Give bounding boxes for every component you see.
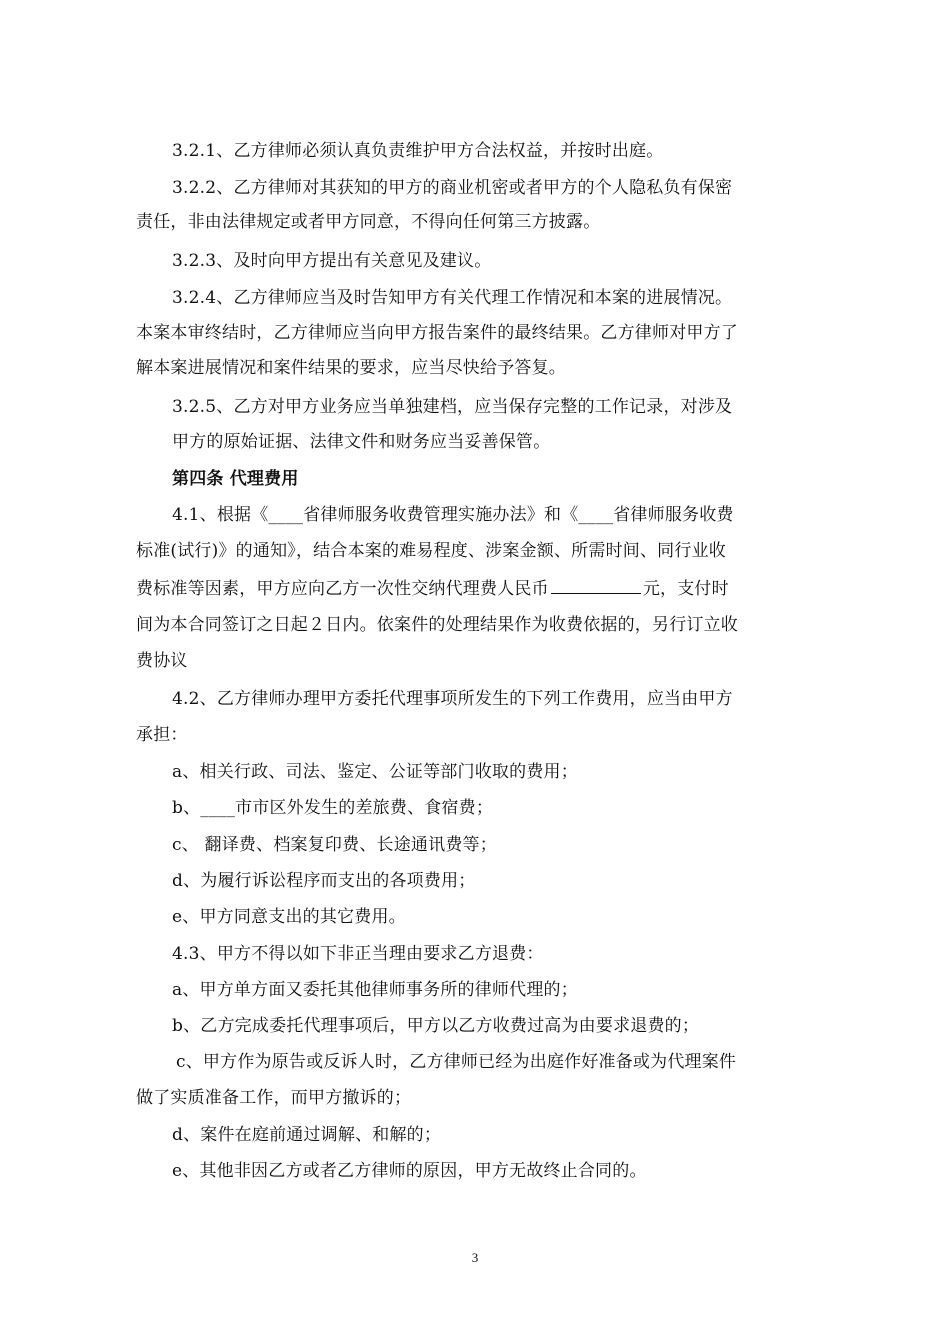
list-item-4-2-c: c、 翻译费、档案复印费、长途通讯费等； — [172, 835, 497, 855]
clause-4-3: 4.3、甲方不得以如下非正当理由要求乙方退费： — [172, 944, 544, 964]
clause-3-2-2-line-1: 3.2.2、乙方律师对其获知的甲方的商业机密或者甲方的个人隐私负有保密 — [172, 178, 733, 198]
clause-4-1-line-1: 4.1、根据《____省律师服务收费管理实施办法》和《____省律师服务收费 — [172, 505, 734, 525]
list-item-4-3-b: b、乙方完成委托代理事项后，甲方以乙方收费过高为由要求退费的； — [172, 1016, 700, 1036]
clause-3-2-3: 3.2.3、及时向甲方提出有关意见及建议。 — [172, 251, 492, 271]
clause-4-1-line-2: 标准(试行)》的通知》，结合本案的难易程度、涉案金额、所需时间、同行业收 — [136, 541, 726, 561]
list-item-4-2-b: b、____市市区外发生的差旅费、食宿费； — [172, 798, 494, 818]
list-item-4-2-e: e、甲方同意支出的其它费用。 — [172, 907, 406, 927]
list-item-4-3-a: a、甲方单方面又委托其他律师事务所的律师代理的； — [172, 980, 578, 1000]
clause-3-2-2-line-2: 责任，非由法律规定或者甲方同意，不得向任何第三方披露。 — [136, 212, 601, 232]
page-number: 3 — [471, 1250, 479, 1265]
clause-4-1-line-3-tail: 元，支付时 — [642, 579, 729, 599]
list-item-4-3-e: e、其他非因乙方或者乙方律师的原因，甲方无故终止合同的。 — [172, 1161, 647, 1181]
clause-3-2-4-line-2: 本案本审终结时，乙方律师应当向甲方报告案件的最终结果。乙方律师对甲方了 — [136, 323, 738, 343]
list-item-4-2-d: d、为履行诉讼程序而支出的各项费用； — [172, 871, 476, 891]
fee-amount-blank — [551, 577, 641, 594]
list-item-4-3-d: d、案件在庭前通过调解、和解的； — [172, 1125, 442, 1145]
clause-4-1-line-3 — [136, 577, 729, 600]
clause-4-1-line-5: 费协议 — [136, 651, 188, 671]
clause-4-1-line-4: 间为本合同签订之日起２日内。依案件的处理结果作为收费依据的，另行订立收 — [136, 615, 738, 635]
clause-3-2-5-line-1: 3.2.5、乙方对甲方业务应当单独建档，应当保存完整的工作记录，对涉及 — [172, 397, 733, 417]
clause-3-2-4-line-1: 3.2.4、乙方律师应当及时告知甲方有关代理工作情况和本案的进展情况。 — [172, 288, 733, 308]
clause-4-2-line-2: 承担： — [136, 725, 188, 745]
list-item-4-2-a: a、相关行政、司法、鉴定、公证等部门收取的费用； — [172, 762, 578, 782]
article-4-heading: 第四条 代理费用 — [172, 469, 299, 489]
clause-3-2-4-line-3: 解本案进展情况和案件结果的要求，应当尽快给予答复。 — [136, 358, 566, 378]
clause-4-2-line-1: 4.2、乙方律师办理甲方委托代理事项所发生的下列工作费用，应当由甲方 — [172, 689, 733, 709]
clause-3-2-1: 3.2.1、乙方律师必须认真负责维护甲方合法权益，并按时出庭。 — [172, 141, 664, 161]
list-item-4-3-c-line-2: 做了实质准备工作，而甲方撤诉的； — [136, 1088, 412, 1108]
clause-3-2-5-line-2: 甲方的原始证据、法律文件和财务应当妥善保管。 — [172, 432, 551, 452]
list-item-4-3-c-line-1: c、甲方作为原告或反诉人时，乙方律师已经为出庭作好准备或为代理案件 — [176, 1052, 737, 1072]
clause-4-1-line-3-text: 费标准等因素，甲方应向乙方一次性交纳代理费人民币 — [136, 579, 549, 599]
